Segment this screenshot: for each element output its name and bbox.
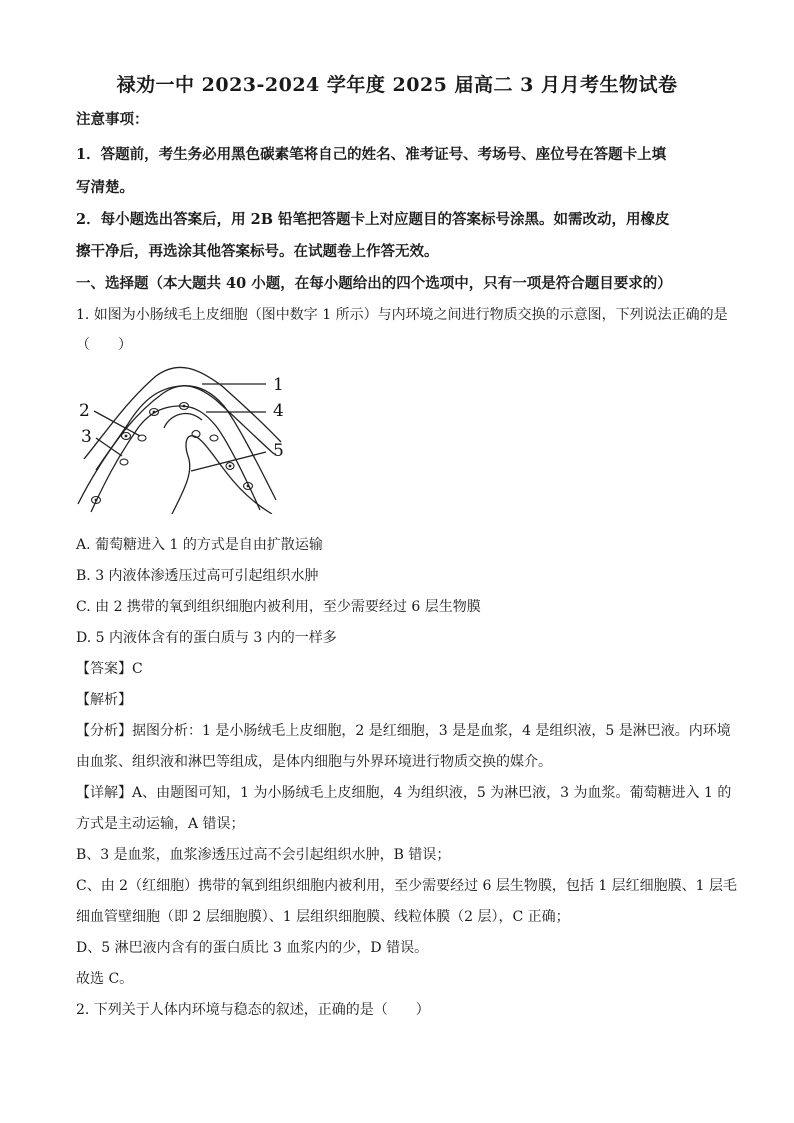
section-heading: 一、选择题（本大题共 40 小题，在每小题给出的四个选项中，只有一项是符合题目要求的） [76,275,672,292]
question-1-detail-line-3: B、3 是血浆，血浆渗透压过高不会引起组织水肿，B 错误； [76,847,451,863]
question-1-stem-line-2: （ ） [76,337,132,353]
question-1-answer: 【答案】C [76,661,143,677]
question-1-analysis-heading: 【解析】 [76,692,132,708]
question-1-analysis-line-2: 由血浆、组织液和淋巴等组成，是体内细胞与外界环境进行物质交换的媒介。 [76,754,552,770]
question-1-option-c: C. 由 2 携带的氧到组织细胞内被利用，至少需要经过 6 层生物膜 [76,599,481,615]
question-1-detail-line-1: 【详解】A、由题图可知，1 为小肠绒毛上皮细胞，4 为组织液，5 为淋巴液，3 为血浆。葡萄糖进入 1 的 [76,785,732,801]
figure-label-3: 3 [81,427,92,447]
question-1-stem-line-1: 1. 如图为小肠绒毛上皮细胞（图中数字 1 所示）与内环境之间进行物质交换的示意图，下列说法正确的是 [76,307,728,323]
villus-diagram [76,362,306,514]
question-2-stem: 2. 下列关于人体内环境与稳态的叙述，正确的是（ ） [76,1002,430,1018]
villus-diagram-svg [76,362,306,514]
figure-label-2: 2 [79,401,90,421]
question-1-detail-line-4: C、由 2（红细胞）携带的氧到组织细胞内被利用，至少需要经过 6 层生物膜，包括 1 层红细胞膜、1 层毛 [76,878,738,894]
notice-item-2-line-1: 2．每小题选出答案后，用 2B 铅笔把答题卡上对应题目的答案标号涂黑。如需改动，用橡皮 [76,211,670,228]
figure-label-1: 1 [273,375,284,395]
notice-item-1-line-2: 写清楚。 [76,179,134,196]
figure-label-4: 4 [273,401,284,421]
question-1-detail-line-2: 方式是主动运输，A 错误； [76,816,245,832]
question-1-option-b: B. 3 内液体渗透压过高可引起组织水肿 [76,568,319,584]
notice-heading: 注意事项： [76,111,149,128]
figure-label-5: 5 [273,441,284,461]
question-1-detail-line-6: D、5 淋巴液内含有的蛋白质比 3 血浆内的少，D 错误。 [76,940,429,956]
question-1-option-d: D. 5 内液体含有的蛋白质与 3 内的一样多 [76,630,337,646]
notice-item-1-line-1: 1．答题前，考生务必用黑色碳素笔将自己的姓名、准考证号、考场号、座位号在答题卡上填 [76,146,667,163]
notice-item-2-line-2: 擦干净后，再选涂其他答案标号。在试题卷上作答无效。 [76,243,439,260]
question-1-option-a: A. 葡萄糖进入 1 的方式是自由扩散运输 [76,537,323,553]
question-1-detail-line-5: 细血管壁细胞（即 2 层细胞膜）、1 层组织细胞膜、线粒体膜（2 层），C 正确； [76,909,570,925]
question-1-conclusion: 故选 C。 [76,971,134,987]
exam-title: 禄劝一中 2023-2024 学年度 2025 届高二 3 月月考生物试卷 [116,74,678,96]
question-1-analysis-line-1: 【分析】据图分析：1 是小肠绒毛上皮细胞，2 是红细胞，3 是是血浆，4 是组织液，5 是淋巴液。内环境 [76,723,731,739]
